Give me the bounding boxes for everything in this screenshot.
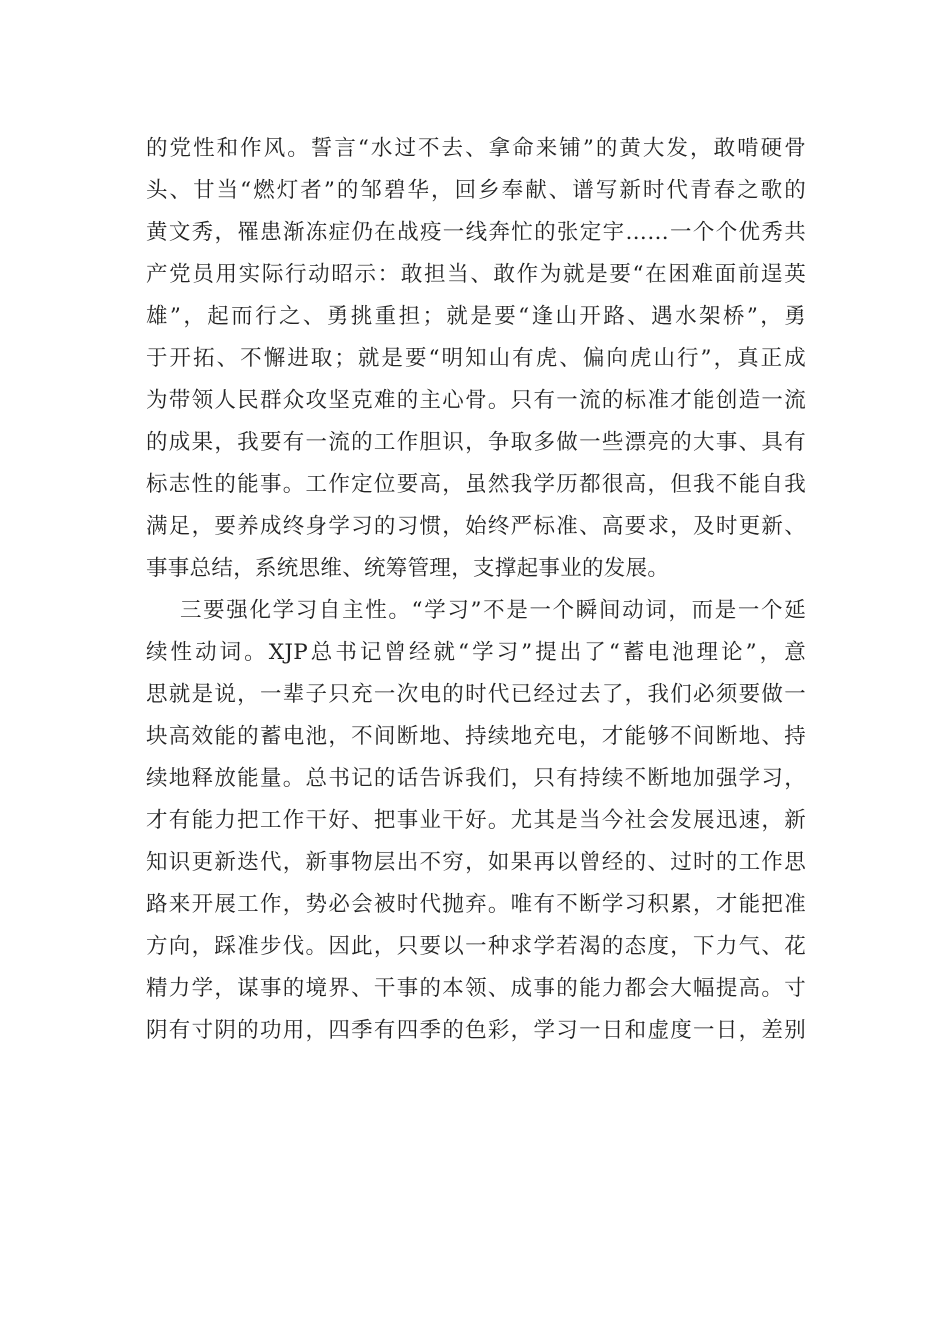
text-line: 阴有寸阴的功用，四季有四季的色彩，学习一日和虚度一日，差别 (146, 1018, 806, 1043)
text-line: 于开拓、不懈进取；就是要“明知山有虎、偏向虎山行”，真正成 (146, 346, 806, 371)
text-line: 为带领人民群众攻坚克难的主心骨。只有一流的标准才能创造一流 (146, 388, 806, 413)
text-line: 的党性和作风。誓言“水过不去、拿命来铺”的黄大发，敢啃硬骨 (146, 136, 806, 161)
text-line: 续性动词。XJP总书记曾经就“学习”提出了“蓄电池理论”，意 (146, 640, 806, 665)
body-text (146, 128, 806, 1052)
text-line: 块高效能的蓄电池，不间断地、持续地充电，才能够不间断地、持 (146, 724, 806, 749)
text-line: 知识更新迭代，新事物层出不穷，如果再以曾经的、过时的工作思 (146, 850, 806, 875)
text-line: 精力学，谋事的境界、干事的本领、成事的能力都会大幅提高。寸 (146, 976, 806, 1001)
text-line: 续地释放能量。总书记的话告诉我们，只有持续不断地加强学习， (146, 766, 806, 791)
text-line: 头、甘当“燃灯者”的邹碧华，回乡奉献、谱写新时代青春之歌的 (146, 178, 806, 203)
text-line: 的成果，我要有一流的工作胆识，争取多做一些漂亮的大事、具有 (146, 430, 806, 455)
paragraph-end-line: 事事总结，系统思维、统筹管理，支撑起事业的发展。 (146, 556, 670, 581)
paragraph-start-line: 三要强化学习自主性。“学习”不是一个瞬间动词，而是一个延 (180, 598, 806, 623)
text-line: 方向，踩准步伐。因此，只要以一种求学若渴的态度，下力气、花 (146, 934, 806, 959)
text-line: 产党员用实际行动昭示：敢担当、敢作为就是要“在困难面前逞英 (146, 262, 806, 287)
text-line: 才有能力把工作干好、把事业干好。尤其是当今社会发展迅速，新 (146, 808, 806, 833)
text-line: 雄”，起而行之、勇挑重担；就是要“逢山开路、遇水架桥”，勇 (146, 304, 806, 329)
text-line: 满足，要养成终身学习的习惯，始终严标准、高要求，及时更新、 (146, 514, 806, 539)
text-line: 思就是说，一辈子只充一次电的时代已经过去了，我们必须要做一 (146, 682, 806, 707)
text-line: 标志性的能事。工作定位要高，虽然我学历都很高，但我不能自我 (146, 472, 806, 497)
text-line: 黄文秀，罹患渐冻症仍在战疫一线奔忙的张定宇……一个个优秀共 (146, 220, 806, 245)
text-line: 路来开展工作，势必会被时代抛弃。唯有不断学习积累，才能把准 (146, 892, 806, 917)
